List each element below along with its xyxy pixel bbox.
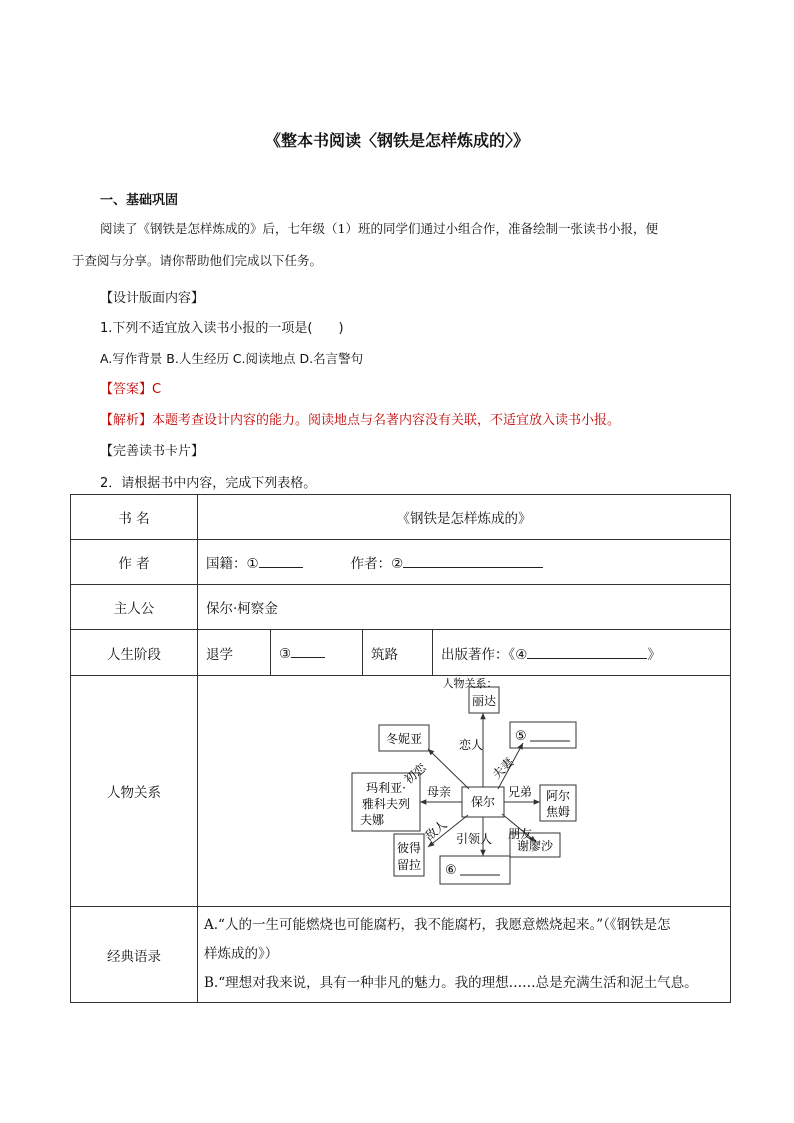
row-quotes: [71, 907, 731, 1003]
rel-guide: 引领人: [456, 831, 493, 846]
node-blank-5-label: ⑤: [515, 728, 527, 744]
node-maria-line3: 夫娜: [359, 812, 385, 827]
rel-friend: 朋友: [508, 826, 533, 841]
analysis-line: [100, 409, 620, 428]
row-protagonist: [71, 585, 731, 630]
intro-line-2: 于查阅与分享。请你帮助他们完成以下任务。: [72, 253, 323, 268]
rel-brother: 兄弟: [508, 784, 533, 799]
page-title: 《整本书阅读〈钢铁是怎样炼成的〉》: [264, 131, 529, 150]
reading-card-table: [70, 494, 731, 1003]
book-value: 《钢铁是怎样炼成的》: [198, 495, 731, 540]
stage-2-blank[interactable]: [291, 643, 325, 658]
stage-3: 筑路: [363, 630, 433, 676]
author-name-blank[interactable]: [403, 553, 543, 568]
rel-enemy: 敌人: [422, 816, 450, 843]
rel-mother: 母亲: [427, 784, 452, 799]
author-cell: [198, 540, 731, 585]
stages-label: 人生阶段: [71, 630, 198, 676]
node-lida: 丽达: [471, 693, 497, 708]
row-author: [71, 540, 731, 585]
question-1-options: A.写作背景 B.人生经历 C.阅读地点 D.名言警句: [100, 351, 364, 366]
analysis-label: 【解析】: [100, 413, 153, 428]
nationality-blank[interactable]: [259, 553, 303, 568]
quote-a-line1: A.“人的一生可能燃烧也可能腐朽，我不能腐朽，我愿意燃烧起来。”（《钢铁是怎: [204, 917, 671, 933]
book-label: 书 名: [71, 495, 198, 540]
task2-header: 【完善读书卡片】: [100, 444, 205, 459]
relations-diagram: [198, 677, 728, 906]
protagonist-value: 保尔·柯察金: [198, 585, 731, 630]
rel-spouse: 夫妻: [489, 754, 517, 782]
node-bide-line2: 留拉: [396, 857, 422, 872]
row-stages: [71, 630, 731, 676]
task1-header: 【设计版面内容】: [100, 291, 205, 306]
author-name-label: 作者：②: [350, 556, 404, 572]
stage-1: 退学: [198, 630, 271, 676]
node-maria-line2: 雅科夫列: [361, 796, 411, 811]
answer-line: [100, 378, 161, 397]
protagonist-label: 主人公: [71, 585, 198, 630]
stage-2-label: ③: [279, 646, 292, 662]
section-heading: 一、基础巩固: [100, 193, 179, 208]
node-blank-6-label: ⑥: [445, 862, 457, 878]
relations-label: 人物关系: [71, 676, 198, 907]
node-center-paul: 保尔: [470, 794, 496, 809]
rel-lover: 恋人: [459, 737, 484, 752]
diagram-title: 人物关系：: [442, 676, 498, 690]
node-aerjiao-line2: 焦姆: [545, 804, 571, 819]
relations-diagram-cell: [198, 676, 731, 907]
analysis-text: 本题考查设计内容的能力。阅读地点与名著内容没有关联，不适宜放入读书小报。: [152, 413, 621, 428]
node-xieliaosha: 谢廖沙: [516, 838, 554, 853]
stage-4-cell: [433, 630, 731, 676]
stage-2-cell: [271, 630, 363, 676]
quotes-cell: [198, 907, 731, 1003]
question-1-stem: 1.下列不适宜放入读书小报的一项是( ): [100, 321, 344, 336]
node-aerjiao-line1: 阿尔: [545, 788, 571, 803]
intro-line-1: 阅读了《钢铁是怎样炼成的》后，七年级（1）班的同学们通过小组合作，准备绘制一张读书小报，便: [100, 221, 658, 236]
stage-4-blank[interactable]: [527, 644, 647, 659]
author-label: 作 者: [71, 540, 198, 585]
quote-a-line2: 样炼成的》）: [204, 946, 279, 962]
quotes-label: 经典语录: [71, 907, 198, 1003]
nationality-label: 国籍：①: [206, 556, 259, 572]
row-relations: [71, 676, 731, 907]
rel-first-love: 初恋: [401, 760, 429, 787]
stage-4-suffix: 》: [647, 646, 661, 663]
question-2-stem: 2．请根据书中内容，完成下列表格。: [100, 476, 317, 491]
node-donia: 冬妮亚: [385, 731, 423, 746]
stage-4-prefix: 出版著作：《④: [441, 646, 528, 663]
answer-label: 【答案】: [100, 382, 153, 397]
answer-value: C: [152, 382, 162, 397]
node-bide-line1: 彼得: [396, 840, 422, 855]
quote-b: B.“理想对我来说，具有一种非凡的魅力。我的理想……总是充满生活和泥土气息。: [204, 975, 698, 991]
row-book: [71, 495, 731, 540]
node-maria-line1: 玛利亚·: [366, 780, 406, 795]
